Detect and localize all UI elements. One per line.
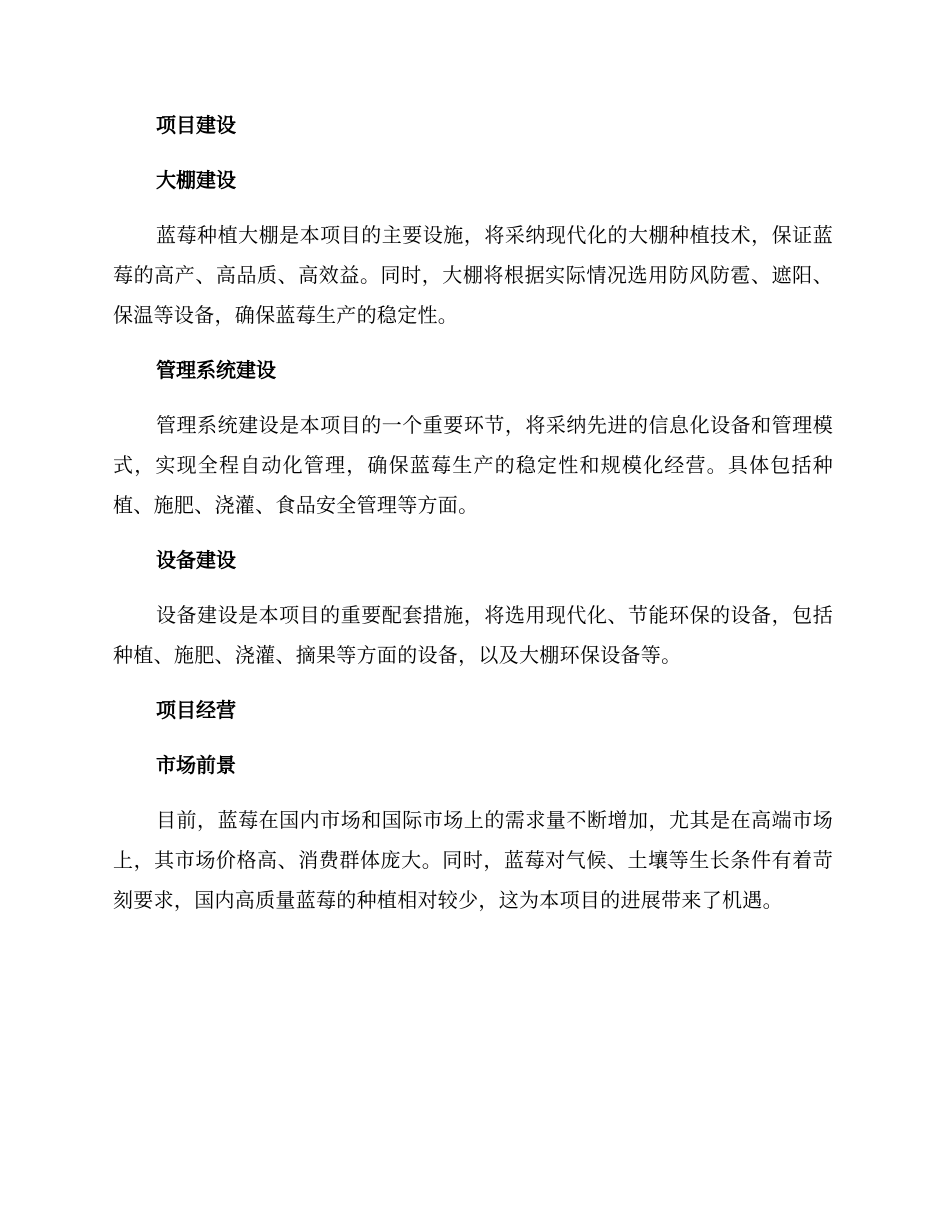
body-paragraph: 蓝莓种植大棚是本项目的主要设施，将采纳现代化的大棚种植技术，保证蓝莓的高产、高品质、高效益。同时，大棚将根据实际情况选用防风防雹、遮阳、保温等设备，确保蓝莓生产的稳定性。 [113, 223, 833, 327]
subsection-heading: 管理系统建设 [156, 358, 276, 382]
document-body [113, 105, 833, 935]
subsection-heading: 设备建设 [156, 548, 236, 572]
subsection-heading: 市场前景 [156, 753, 236, 777]
subsection-heading: 大棚建设 [156, 168, 236, 192]
body-paragraph: 管理系统建设是本项目的一个重要环节，将采纳先进的信息化设备和管理模式，实现全程自动化管理，确保蓝莓生产的稳定性和规模化经营。具体包括种植、施肥、浇灌、食品安全管理等方面。 [113, 413, 833, 517]
body-paragraph: 目前，蓝莓在国内市场和国际市场上的需求量不断增加，尤其是在高端市场上，其市场价格高、消费群体庞大。同时，蓝莓对气候、土壤等生长条件有着苛刻要求，国内高质量蓝莓的种植相对较少，这为本项目的进展带来了机遇。 [113, 808, 833, 912]
section-heading: 项目建设 [156, 113, 236, 137]
section-heading: 项目经营 [156, 698, 236, 722]
body-paragraph: 设备建设是本项目的重要配套措施，将选用现代化、节能环保的设备，包括种植、施肥、浇灌、摘果等方面的设备，以及大棚环保设备等。 [113, 603, 833, 667]
